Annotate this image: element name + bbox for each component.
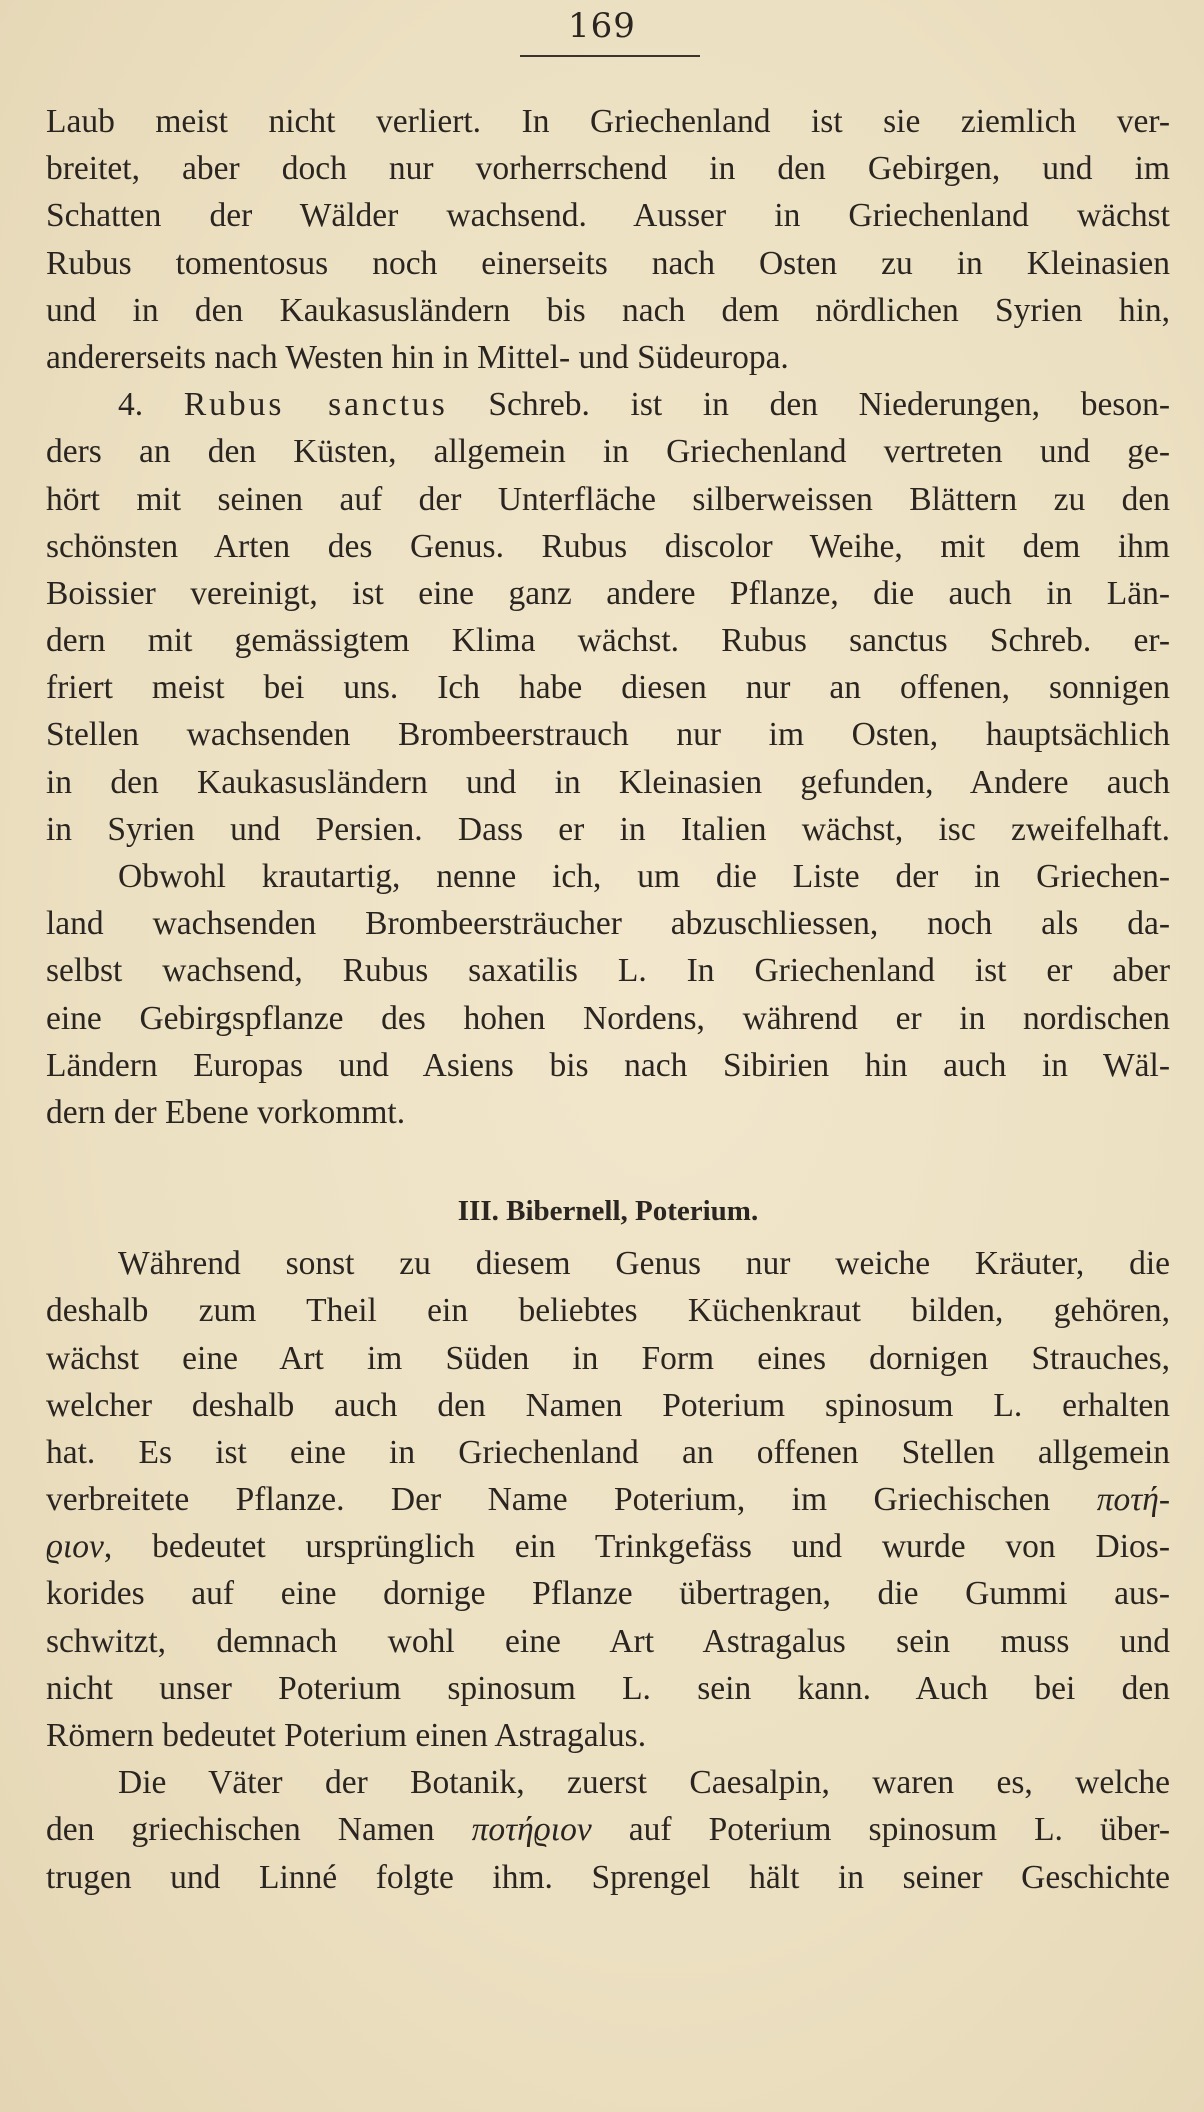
paragraph-lead-line [46, 381, 1170, 428]
text-line: korides auf eine dornige Pflanze übertragen, die Gummi aus- [46, 1575, 1170, 1613]
text-line: friert meist bei uns. Ich habe diesen nur an offenen, sonnigen [46, 669, 1170, 707]
greek-line-pre: verbreitete Pflanze. Der Name Poterium, im Griechischen [46, 1481, 1097, 1519]
greek-word: ϱιον [46, 1528, 104, 1566]
body-text [46, 98, 1170, 1901]
text-line: Ländern Europas und Asiens bis nach Sibirien hin auch in Wäl- [46, 1046, 1170, 1084]
page-number-rule [520, 55, 700, 57]
text-line: Obwohl krautartig, nenne ich, um die Liste der in Griechen- [118, 858, 1170, 895]
text-line: eine Gebirgspflanze des hohen Nordens, während er in nordischen [46, 999, 1170, 1037]
greek-line [46, 1476, 1170, 1523]
text-line: deshalb zum Theil ein beliebtes Küchenkraut bilden, gehören, [46, 1292, 1170, 1330]
text-line: selbst wachsend, Rubus saxatilis L. In Griechenland ist er aber [46, 952, 1170, 990]
text-line: Laub meist nicht verliert. In Griechenland ist sie ziemlich ver- [46, 103, 1170, 140]
page-number: 169 [568, 6, 636, 46]
text-line: trugen und Linné folgte ihm. Sprengel hält in seiner Geschichte [46, 1858, 1170, 1896]
greek-word: ποτή- [1096, 1481, 1170, 1519]
list-number: 4. [118, 386, 184, 424]
text-line: nicht unser Poterium spinosum L. sein kann. Auch bei den [46, 1669, 1170, 1707]
section-gap [46, 1136, 1170, 1182]
text-line: Während sonst zu diesem Genus nur weiche Kräuter, die [118, 1245, 1170, 1283]
text-line: wächst eine Art im Süden in Form eines dornigen Strauches, [46, 1339, 1170, 1377]
text-line: dern der Ebene vorkommt. [46, 1093, 406, 1131]
text-line: schwitzt, demnach wohl eine Art Astragalus sein muss und [46, 1622, 1170, 1660]
text-line: Stellen wachsenden Brombeerstrauch nur im Osten, hauptsächlich [46, 716, 1170, 754]
text-line: hat. Es ist eine in Griechenland an offenen Stellen allgemein [46, 1433, 1170, 1471]
text-line: und in den Kaukasusländern bis nach dem nördlichen Syrien hin, [46, 291, 1170, 329]
text-line: in Syrien und Persien. Dass er in Italien wächst, isc zweifelhaft. [46, 810, 1170, 848]
greek-line-continued [46, 1523, 1170, 1570]
species-name-spaced: Rubus sanctus [183, 386, 448, 424]
text-line: Boissier vereinigt, ist eine ganz andere Pflanze, die auch in Län- [46, 574, 1170, 612]
text-line: ders an den Küsten, allgemein in Griechenland vertreten und ge- [46, 433, 1170, 471]
text-line: andererseits nach Westen hin in Mittel- und Südeuropa. [46, 338, 789, 376]
greek-line-post: , bedeutet ursprünglich ein Trinkgefäss und wurde von Dios- [103, 1528, 1170, 1566]
text-line: dern mit gemässigtem Klima wächst. Rubus sanctus Schreb. er- [46, 622, 1170, 660]
greek-line-pre: den griechischen Namen [46, 1811, 472, 1849]
text-line: schönsten Arten des Genus. Rubus discolor Weihe, mit dem ihm [46, 527, 1170, 565]
section-heading: III. Bibernell, Poterium. [457, 1195, 759, 1228]
text-line: Römern bedeutet Poterium einen Astragalus. [46, 1717, 647, 1754]
lead-line-rest: Schreb. ist in den Niederungen, beson- [447, 386, 1171, 424]
text-line: Rubus tomentosus noch einerseits nach Osten zu in Kleinasien [46, 244, 1170, 282]
text-line: Schatten der Wälder wachsend. Ausser in Griechenland wächst [46, 197, 1170, 235]
text-line: welcher deshalb auch den Namen Poterium spinosum L. erhalten [46, 1386, 1170, 1424]
text-line: Die Väter der Botanik, zuerst Caesalpin, waren es, welche [118, 1764, 1170, 1802]
text-line: hört mit seinen auf der Unterfläche silberweissen Blättern zu den [46, 480, 1170, 518]
greek-line-post: auf Poterium spinosum L. über- [591, 1811, 1171, 1849]
greek-word: ποτήϱιον [471, 1811, 592, 1849]
text-line: land wachsenden Brombeersträucher abzuschliessen, noch als da- [46, 905, 1170, 943]
greek-line [46, 1806, 1170, 1853]
text-line: breitet, aber doch nur vorherrschend in den Gebirgen, und im [46, 150, 1170, 188]
text-line: in den Kaukasusländern und in Kleinasien gefunden, Andere auch [46, 763, 1170, 801]
